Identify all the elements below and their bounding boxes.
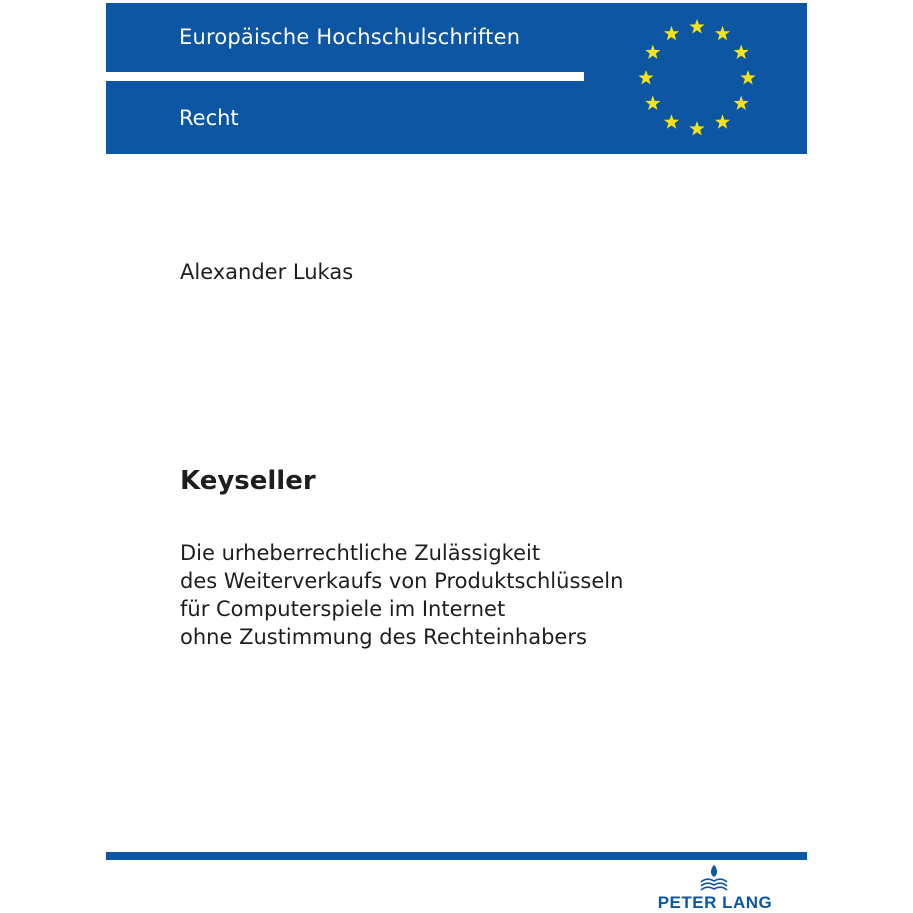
eu-star-icon xyxy=(734,96,749,111)
series-divider xyxy=(106,72,584,81)
eu-star-icon xyxy=(715,114,730,129)
eu-star-icon xyxy=(689,121,704,136)
subtitle-line: des Weiterverkaufs von Produktschlüsseln xyxy=(180,569,624,593)
subtitle-line: ohne Zustimmung des Rechteinhabers xyxy=(180,625,587,649)
series-title: Europäische Hochschulschriften xyxy=(179,25,521,49)
series-subtitle: Recht xyxy=(179,106,239,130)
eu-star-icon xyxy=(664,114,679,129)
eu-star-icon xyxy=(645,45,660,60)
eu-star-icon xyxy=(638,70,653,85)
eu-stars-circle-icon xyxy=(632,13,762,143)
book-title: Keyseller xyxy=(180,466,316,496)
publisher-block xyxy=(650,862,780,912)
subtitle-line: Die urheberrechtliche Zulässigkeit xyxy=(180,541,541,565)
publisher-name: PETER LANG xyxy=(657,893,773,912)
subtitle-line: für Computerspiele im Internet xyxy=(180,597,506,621)
author-name: Alexander Lukas xyxy=(180,260,354,284)
eu-star-icon xyxy=(689,19,704,34)
book-subtitle xyxy=(180,539,800,651)
eu-star-icon xyxy=(664,26,679,41)
open-book-logo-icon xyxy=(699,862,729,892)
series-banner xyxy=(106,3,807,154)
eu-star-icon xyxy=(734,45,749,60)
eu-star-icon xyxy=(740,70,755,85)
eu-star-icon xyxy=(715,26,730,41)
eu-star-icon xyxy=(645,96,660,111)
bottom-divider xyxy=(106,852,807,860)
